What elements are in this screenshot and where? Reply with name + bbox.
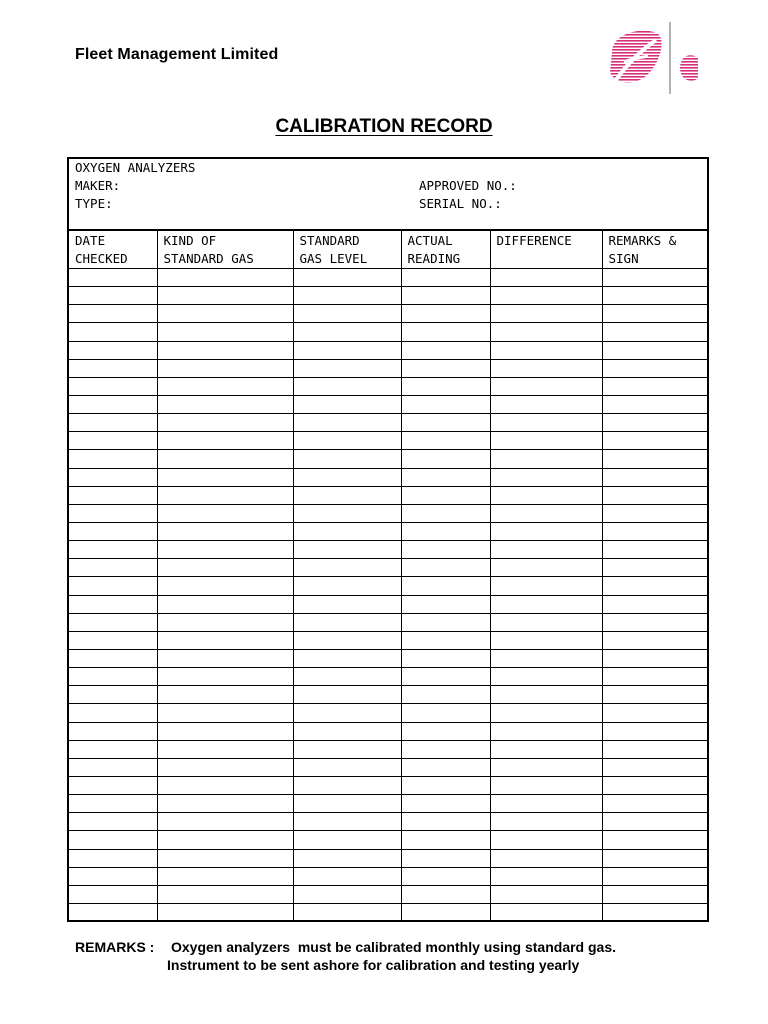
table-cell[interactable] — [401, 414, 490, 432]
col-kind-of-gas: KIND OF STANDARD GAS — [157, 231, 293, 269]
table-cell[interactable] — [401, 395, 490, 413]
remarks-label: REMARKS : — [75, 939, 155, 955]
table-cell[interactable] — [490, 849, 602, 867]
table-cell[interactable] — [490, 722, 602, 740]
table-cell[interactable] — [69, 740, 157, 758]
table-cell[interactable] — [293, 776, 401, 794]
table-cell[interactable] — [293, 613, 401, 631]
table-cell[interactable] — [293, 813, 401, 831]
table-row — [69, 885, 707, 903]
table-cell[interactable] — [157, 450, 293, 468]
table-cell[interactable] — [293, 849, 401, 867]
table-cell[interactable] — [69, 704, 157, 722]
table-row — [69, 468, 707, 486]
table-cell[interactable] — [490, 269, 602, 287]
table-row — [69, 813, 707, 831]
table-cell[interactable] — [157, 486, 293, 504]
table-cell[interactable] — [69, 649, 157, 667]
table-cell[interactable] — [69, 359, 157, 377]
table-cell[interactable] — [602, 740, 707, 758]
table-cell[interactable] — [157, 813, 293, 831]
table-cell[interactable] — [69, 795, 157, 813]
table-cell[interactable] — [293, 577, 401, 595]
table-cell[interactable] — [401, 704, 490, 722]
table-cell[interactable] — [602, 885, 707, 903]
table-cell[interactable] — [157, 377, 293, 395]
table-row — [69, 613, 707, 631]
table-row — [69, 776, 707, 794]
table-cell[interactable] — [157, 522, 293, 540]
table-cell[interactable] — [157, 341, 293, 359]
table-row — [69, 450, 707, 468]
table-cell[interactable] — [157, 559, 293, 577]
table-cell[interactable] — [157, 468, 293, 486]
table-cell[interactable] — [401, 341, 490, 359]
type-field[interactable]: TYPE: — [75, 196, 113, 211]
table-cell[interactable] — [69, 595, 157, 613]
table-cell[interactable] — [602, 450, 707, 468]
col-actual-reading: ACTUAL READING — [401, 231, 490, 269]
table-row — [69, 704, 707, 722]
table-cell[interactable] — [157, 504, 293, 522]
table-cell[interactable] — [602, 704, 707, 722]
table-row — [69, 668, 707, 686]
table-cell[interactable] — [293, 704, 401, 722]
table-cell[interactable] — [490, 305, 602, 323]
table-cell[interactable] — [401, 541, 490, 559]
table-cell[interactable] — [157, 795, 293, 813]
table-cell[interactable] — [157, 867, 293, 885]
table-cell[interactable] — [293, 541, 401, 559]
table-cell[interactable] — [293, 486, 401, 504]
table-cell[interactable] — [157, 541, 293, 559]
table-cell[interactable] — [602, 758, 707, 776]
table-header-row — [69, 231, 707, 269]
table-cell[interactable] — [602, 577, 707, 595]
table-cell[interactable] — [490, 450, 602, 468]
table-cell[interactable] — [69, 450, 157, 468]
table-cell[interactable] — [69, 613, 157, 631]
table-cell[interactable] — [157, 686, 293, 704]
table-row — [69, 577, 707, 595]
table-cell[interactable] — [157, 885, 293, 903]
remarks-line-1: Oxygen analyzers must be calibrated monthly using standard gas. — [171, 939, 617, 955]
table-cell[interactable] — [490, 504, 602, 522]
table-cell[interactable] — [401, 668, 490, 686]
table-cell[interactable] — [69, 541, 157, 559]
table-row — [69, 631, 707, 649]
table-row — [69, 359, 707, 377]
table-row — [69, 595, 707, 613]
table-cell[interactable] — [401, 649, 490, 667]
table-row — [69, 287, 707, 305]
table-cell[interactable] — [490, 885, 602, 903]
table-cell[interactable] — [401, 849, 490, 867]
col-date-checked: DATE CHECKED — [69, 231, 157, 269]
table-cell[interactable] — [293, 414, 401, 432]
table-cell[interactable] — [602, 414, 707, 432]
col-standard-gas-level: STANDARD GAS LEVEL — [293, 231, 401, 269]
table-cell[interactable] — [490, 577, 602, 595]
table-cell[interactable] — [293, 559, 401, 577]
table-cell[interactable] — [401, 486, 490, 504]
table-row — [69, 541, 707, 559]
table-cell[interactable] — [401, 795, 490, 813]
table-cell[interactable] — [293, 903, 401, 921]
table-cell[interactable] — [69, 504, 157, 522]
table-cell[interactable] — [602, 813, 707, 831]
table-cell[interactable] — [602, 287, 707, 305]
table-cell[interactable] — [490, 795, 602, 813]
table-cell[interactable] — [293, 649, 401, 667]
table-cell[interactable] — [401, 903, 490, 921]
table-row — [69, 758, 707, 776]
document-title: CALIBRATION RECORD — [275, 116, 493, 137]
table-cell[interactable] — [490, 595, 602, 613]
table-cell[interactable] — [157, 287, 293, 305]
table-cell[interactable] — [602, 849, 707, 867]
table-cell[interactable] — [401, 305, 490, 323]
table-cell[interactable] — [602, 269, 707, 287]
table-cell[interactable] — [69, 395, 157, 413]
table-cell[interactable] — [69, 468, 157, 486]
table-cell[interactable] — [69, 414, 157, 432]
table-cell[interactable] — [69, 849, 157, 867]
table-cell[interactable] — [157, 432, 293, 450]
table-cell[interactable] — [69, 776, 157, 794]
table-cell[interactable] — [69, 885, 157, 903]
table-cell[interactable] — [490, 468, 602, 486]
table-cell[interactable] — [602, 468, 707, 486]
table-row — [69, 559, 707, 577]
table-row — [69, 649, 707, 667]
table-cell[interactable] — [69, 269, 157, 287]
table-cell[interactable] — [293, 522, 401, 540]
table-cell[interactable] — [401, 450, 490, 468]
remarks-line-2: Instrument to be sent ashore for calibration and testing yearly — [167, 957, 580, 973]
table-cell[interactable] — [293, 395, 401, 413]
table-row — [69, 903, 707, 921]
section-title: OXYGEN ANALYZERS — [75, 160, 196, 175]
table-cell[interactable] — [401, 504, 490, 522]
table-cell[interactable] — [293, 686, 401, 704]
table-cell[interactable] — [293, 287, 401, 305]
table-cell[interactable] — [401, 287, 490, 305]
table-cell[interactable] — [602, 613, 707, 631]
table-cell[interactable] — [401, 813, 490, 831]
table-cell[interactable] — [157, 776, 293, 794]
table-row — [69, 395, 707, 413]
table-cell[interactable] — [157, 323, 293, 341]
table-cell[interactable] — [490, 395, 602, 413]
table-cell[interactable] — [490, 559, 602, 577]
table-cell[interactable] — [293, 323, 401, 341]
table-cell[interactable] — [602, 323, 707, 341]
table-cell[interactable] — [490, 776, 602, 794]
table-cell[interactable] — [157, 831, 293, 849]
table-cell[interactable] — [69, 758, 157, 776]
table-cell[interactable] — [490, 631, 602, 649]
table-cell[interactable] — [602, 522, 707, 540]
table-cell[interactable] — [157, 758, 293, 776]
table-cell[interactable] — [69, 813, 157, 831]
table-cell[interactable] — [69, 377, 157, 395]
table-cell[interactable] — [69, 903, 157, 921]
table-row — [69, 740, 707, 758]
table-cell[interactable] — [69, 287, 157, 305]
table-cell[interactable] — [157, 631, 293, 649]
table-cell[interactable] — [293, 885, 401, 903]
table-row — [69, 795, 707, 813]
table-cell[interactable] — [602, 867, 707, 885]
table-cell[interactable] — [602, 831, 707, 849]
table-cell[interactable] — [293, 668, 401, 686]
company-logo — [606, 22, 698, 94]
table-cell[interactable] — [157, 269, 293, 287]
table-cell[interactable] — [157, 414, 293, 432]
table-row — [69, 522, 707, 540]
table-row — [69, 722, 707, 740]
table-cell[interactable] — [490, 323, 602, 341]
table-cell[interactable] — [69, 722, 157, 740]
table-cell[interactable] — [602, 795, 707, 813]
table-row — [69, 849, 707, 867]
table-cell[interactable] — [490, 704, 602, 722]
table-cell[interactable] — [69, 323, 157, 341]
calibration-table — [69, 231, 707, 922]
table-cell[interactable] — [69, 631, 157, 649]
table-cell[interactable] — [401, 522, 490, 540]
table-row — [69, 323, 707, 341]
table-cell[interactable] — [293, 595, 401, 613]
table-cell[interactable] — [602, 595, 707, 613]
table-cell[interactable] — [490, 414, 602, 432]
table-cell[interactable] — [293, 631, 401, 649]
table-cell[interactable] — [293, 740, 401, 758]
table-cell[interactable] — [490, 758, 602, 776]
table-cell[interactable] — [602, 722, 707, 740]
table-cell[interactable] — [602, 559, 707, 577]
table-cell[interactable] — [157, 395, 293, 413]
table-cell[interactable] — [157, 849, 293, 867]
col-remarks-sign: REMARKS & SIGN — [602, 231, 707, 269]
table-row — [69, 486, 707, 504]
table-cell[interactable] — [401, 686, 490, 704]
approved-no-field[interactable]: APPROVED NO.: — [419, 178, 517, 193]
table-cell[interactable] — [490, 287, 602, 305]
table-cell[interactable] — [69, 432, 157, 450]
table-cell[interactable] — [490, 686, 602, 704]
table-cell[interactable] — [293, 867, 401, 885]
table-row — [69, 269, 707, 287]
table-cell[interactable] — [401, 269, 490, 287]
company-name: Fleet Management Limited — [75, 46, 279, 63]
table-cell[interactable] — [401, 631, 490, 649]
table-cell[interactable] — [602, 903, 707, 921]
table-cell[interactable] — [490, 867, 602, 885]
table-cell[interactable] — [602, 776, 707, 794]
table-row — [69, 831, 707, 849]
table-row — [69, 504, 707, 522]
table-cell[interactable] — [401, 776, 490, 794]
table-cell[interactable] — [69, 341, 157, 359]
table-cell[interactable] — [401, 359, 490, 377]
table-cell[interactable] — [157, 595, 293, 613]
table-cell[interactable] — [293, 504, 401, 522]
table-cell[interactable] — [401, 722, 490, 740]
table-cell[interactable] — [490, 649, 602, 667]
table-cell[interactable] — [157, 903, 293, 921]
table-cell[interactable] — [401, 559, 490, 577]
table-cell[interactable] — [293, 722, 401, 740]
table-cell[interactable] — [602, 631, 707, 649]
calibration-form — [67, 157, 709, 922]
table-cell[interactable] — [157, 740, 293, 758]
table-cell[interactable] — [602, 359, 707, 377]
table-cell[interactable] — [602, 377, 707, 395]
table-cell[interactable] — [293, 795, 401, 813]
instrument-info — [69, 159, 707, 231]
table-cell[interactable] — [69, 486, 157, 504]
table-row — [69, 414, 707, 432]
table-cell[interactable] — [602, 341, 707, 359]
table-cell[interactable] — [602, 541, 707, 559]
table-cell[interactable] — [602, 305, 707, 323]
table-cell[interactable] — [490, 377, 602, 395]
table-cell[interactable] — [157, 613, 293, 631]
table-cell[interactable] — [490, 432, 602, 450]
table-cell[interactable] — [157, 668, 293, 686]
table-row — [69, 867, 707, 885]
table-cell[interactable] — [293, 831, 401, 849]
table-cell[interactable] — [401, 595, 490, 613]
table-cell[interactable] — [69, 522, 157, 540]
table-row — [69, 341, 707, 359]
table-cell[interactable] — [602, 668, 707, 686]
table-cell[interactable] — [401, 432, 490, 450]
table-cell[interactable] — [69, 305, 157, 323]
table-cell[interactable] — [401, 831, 490, 849]
table-cell[interactable] — [69, 686, 157, 704]
table-cell[interactable] — [157, 359, 293, 377]
table-cell[interactable] — [293, 341, 401, 359]
table-cell[interactable] — [401, 577, 490, 595]
table-cell[interactable] — [490, 613, 602, 631]
table-cell[interactable] — [602, 432, 707, 450]
table-cell[interactable] — [293, 468, 401, 486]
table-cell[interactable] — [401, 468, 490, 486]
table-cell[interactable] — [401, 377, 490, 395]
table-cell[interactable] — [490, 813, 602, 831]
table-cell[interactable] — [602, 504, 707, 522]
table-cell[interactable] — [157, 577, 293, 595]
table-cell[interactable] — [157, 722, 293, 740]
table-cell[interactable] — [401, 867, 490, 885]
table-cell[interactable] — [69, 577, 157, 595]
maker-field[interactable]: MAKER: — [75, 178, 121, 193]
table-cell[interactable] — [602, 686, 707, 704]
table-cell[interactable] — [69, 559, 157, 577]
table-cell[interactable] — [490, 522, 602, 540]
table-cell[interactable] — [401, 613, 490, 631]
table-row — [69, 377, 707, 395]
col-difference: DIFFERENCE — [490, 231, 602, 269]
table-cell[interactable] — [69, 668, 157, 686]
table-cell[interactable] — [490, 903, 602, 921]
table-row — [69, 432, 707, 450]
table-cell[interactable] — [490, 668, 602, 686]
table-cell[interactable] — [602, 486, 707, 504]
table-cell[interactable] — [490, 740, 602, 758]
table-cell[interactable] — [401, 740, 490, 758]
table-cell[interactable] — [401, 885, 490, 903]
table-cell[interactable] — [293, 269, 401, 287]
table-cell[interactable] — [490, 341, 602, 359]
table-cell[interactable] — [293, 432, 401, 450]
table-cell[interactable] — [401, 323, 490, 341]
table-cell[interactable] — [293, 758, 401, 776]
table-row — [69, 305, 707, 323]
table-cell[interactable] — [69, 831, 157, 849]
table-cell[interactable] — [490, 541, 602, 559]
table-cell[interactable] — [293, 305, 401, 323]
table-cell[interactable] — [293, 450, 401, 468]
table-cell[interactable] — [602, 649, 707, 667]
table-cell[interactable] — [293, 377, 401, 395]
table-row — [69, 686, 707, 704]
table-cell[interactable] — [157, 704, 293, 722]
table-cell[interactable] — [293, 359, 401, 377]
table-cell[interactable] — [157, 305, 293, 323]
table-cell[interactable] — [490, 831, 602, 849]
table-cell[interactable] — [401, 758, 490, 776]
serial-no-field[interactable]: SERIAL NO.: — [419, 196, 502, 211]
table-cell[interactable] — [602, 395, 707, 413]
table-cell[interactable] — [69, 867, 157, 885]
table-cell[interactable] — [157, 649, 293, 667]
table-cell[interactable] — [490, 359, 602, 377]
table-body — [69, 269, 707, 922]
table-cell[interactable] — [490, 486, 602, 504]
